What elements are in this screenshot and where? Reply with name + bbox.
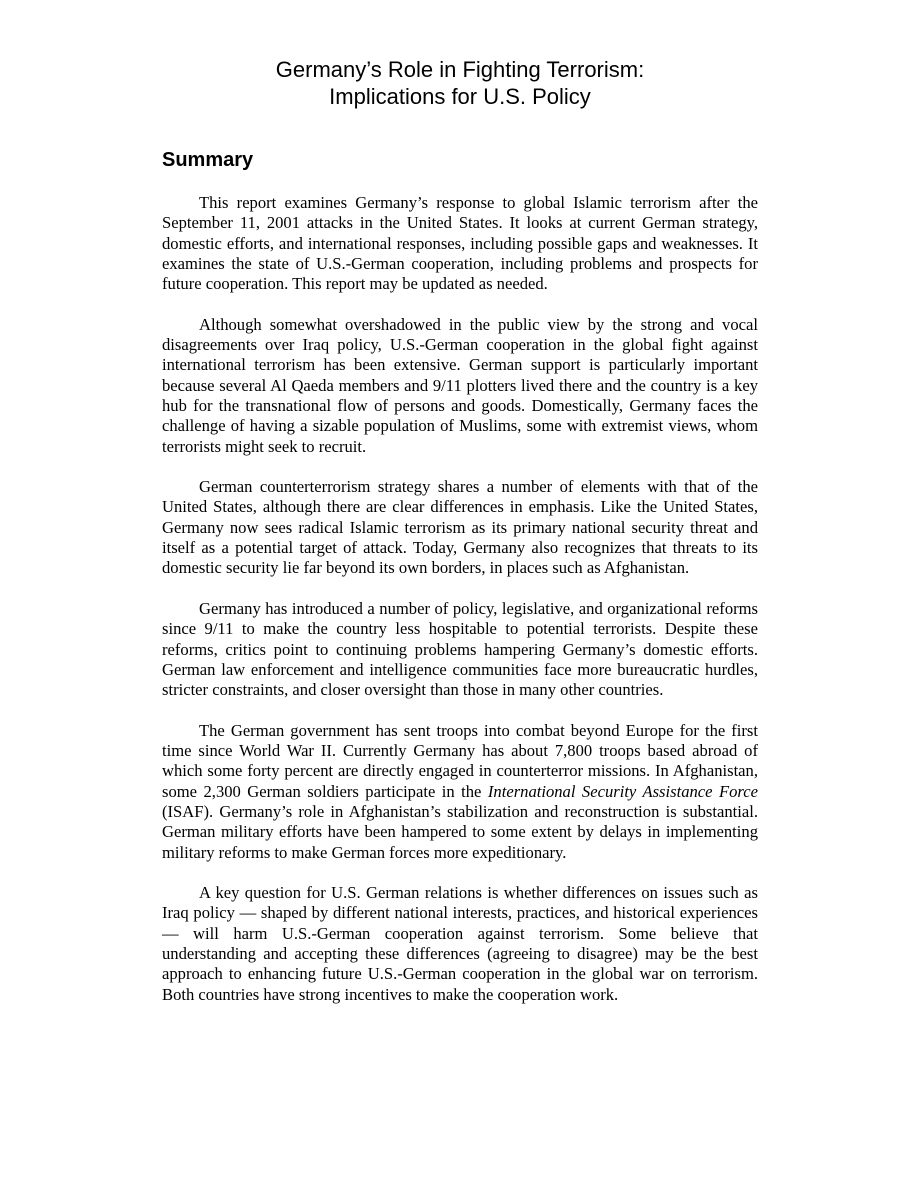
title-line-1: Germany’s Role in Fighting Terrorism: — [275, 57, 645, 82]
paragraph-cooperation: Although somewhat overshadowed in the public view by the strong and vocal disagreements over Iraq policy, U.S.-German cooperation in the global fight against international terrorism has been extensive. German support is particularly important because several Al Qaeda members and 9/11 plotters lived there and the country is a key hub for the transnational flow of persons and goods. Domestically, Germany faces the challenge of having a sizable population of Muslims, some with extremist views, whom terrorists might seek to recruit. — [162, 314, 758, 456]
paragraph-key-question: A key question for U.S. German relations is whether differences on issues such as Iraq policy — shaped by different national interests, practices, and historical experiences — will harm U.S.-German cooperation against terrorism. Some believe that understanding and accepting these differences (agreeing to disagree) may be the best approach to enhancing future U.S.-German cooperation in the global war on terrorism. Both countries have strong incentives to make the cooperation work. — [162, 883, 758, 1004]
document-title — [0, 56, 920, 110]
military-text-after: (ISAF). Germany’s role in Afghanistan’s stabilization and reconstruction is substantial. German military efforts have been hampered to some extent by delays in implementing military reforms to make German forces more expeditionary. — [162, 801, 758, 862]
military-text-before: The German government has sent troops into combat beyond Europe for the first time since World War II. Currently Germany has about 7,800 troops based abroad of which some forty percent are directly engaged in counterterror missions. In Afghanistan, some 2,300 German soldiers participate in the — [162, 720, 758, 801]
title-line-2: Implications for U.S. Policy — [329, 84, 591, 109]
paragraph-military — [162, 721, 758, 863]
paragraph-reforms: Germany has introduced a number of policy, legislative, and organizational reforms since 9/11 to make the country less hospitable to potential terrorists. Despite these reforms, critics point to continuing problems hampering Germany’s domestic efforts. German law enforcement and intelligence communities face more bureaucratic hurdles, stricter constraints, and closer oversight than those in many other countries. — [162, 598, 758, 700]
isaf-name-italic: International Security Assistance Force — [487, 781, 758, 801]
section-heading-summary: Summary — [162, 149, 254, 171]
summary-body — [162, 193, 758, 1005]
paragraph-strategy: German counterterrorism strategy shares a number of elements with that of the United States, although there are clear differences in emphasis. Like the United States, Germany now sees radical Islamic terrorism as its primary national security threat and itself as a potential target of attack. Today, Germany also recognizes that threats to its domestic security lie far beyond its own borders, in places such as Afghanistan. — [162, 477, 758, 578]
paragraph-scope: This report examines Germany’s response to global Islamic terrorism after the September 11, 2001 attacks in the United States. It looks at current German strategy, domestic efforts, and international responses, including possible gaps and weaknesses. It examines the state of U.S.-German cooperation, including problems and prospects for future cooperation. This report may be updated as needed. — [162, 193, 758, 294]
